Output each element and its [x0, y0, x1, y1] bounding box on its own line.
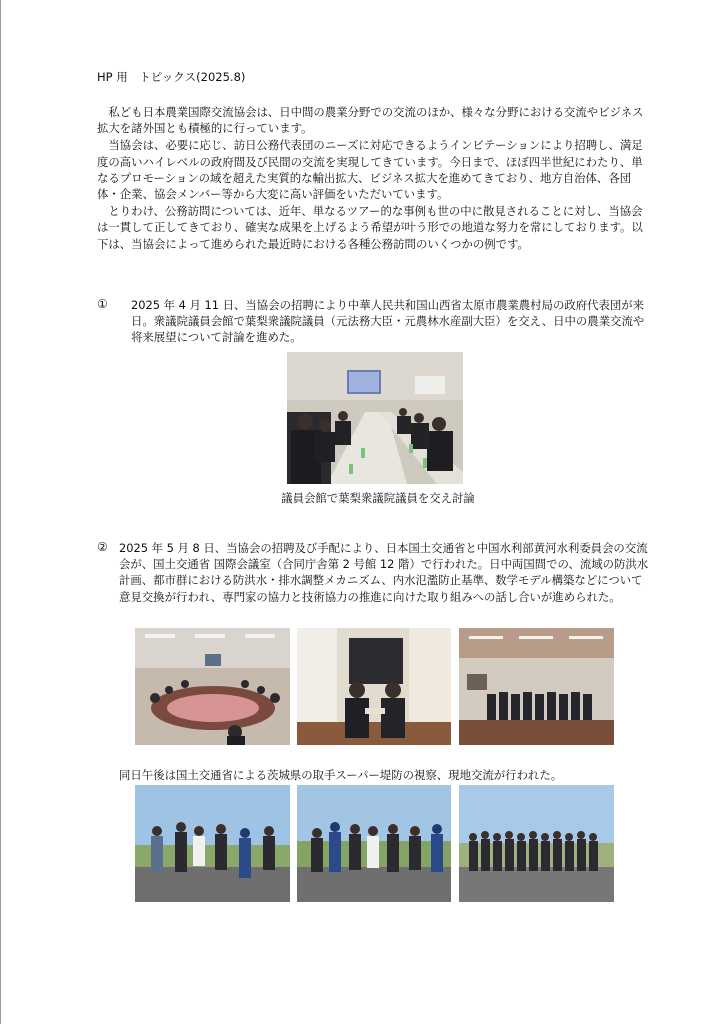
group-photo-indoor: [459, 628, 614, 745]
photo-caption: 同日午後は国土交通省による茨城県の取手スーパー堤防の視察、現地交流が行われた。: [119, 768, 563, 782]
section-text: 2025 年 4 月 11 日、当協会の招聘により中華人民共和国山西省太原市農業農村局の政府代表団が来日。衆議院議員会館で葉梨衆議院議員（元法務大臣・元農林水産副大臣）を交え、日中の農業交流や将来展望について討論を進めた。: [131, 298, 645, 345]
meeting-photo: [287, 352, 463, 484]
intro-text: [97, 104, 653, 253]
intro-paragraph: とりわけ、公務訪問については、近年、単なるツアー的な事例も世の中に散見されることに対し、当協会は一貫して正してきており、確実な成果を上げるよう希望が叶う形での地道な努力を常にしております。以下は、当協会によって進められた最近時における各種公務訪問のいくつかの例です。: [97, 204, 643, 251]
intro-paragraph: 私ども日本農業国際交流協会は、日中間の農業分野での交流のほか、様々な分野における交流やビジネス拡大を諸外国とも積極的に行っています。: [97, 105, 644, 136]
intro-paragraph: 当協会は、必要に応じ、訪日公務代表団のニーズに対応できるようインビテーションにより招聘し、満足度の高いハイレベルの政府間及び民間の交流を実現してきています。今日まで、ほぼ四半世紀にわたり、単なるプロモーションの域を超えた実質的な輸出拡大、ビジネス拡大を進めてきており、地方自治体、各団体・企業、協会メンバー等から大変に高い評価をいただいています。: [97, 138, 643, 202]
photo-caption: 議員会館で葉梨衆議院議員を交え討論: [281, 491, 475, 505]
section-number: ②: [97, 540, 108, 554]
conference-room-photo: [135, 628, 290, 745]
section-text: 2025 年 5 月 8 日、当協会の招聘及び手配により、日本国土交通省と中国水利部黄河水利委員会の交流会が、国土交通省 国際会議室（合同庁舎第 2 号館 12 階）で行われた。日中両国間での、流域の防洪水計画、都市群における防洪水・排水調整メカニズム、内水氾濫防止基準、数学モデル構築などについて意見交換が行われ、専門家の協力と技術協力の推進に向けた取り組みへの話し合いが進められた。: [119, 541, 649, 604]
handshake-photo: [297, 628, 451, 745]
page-title: HP 用 トピックス(2025.8): [97, 70, 246, 84]
section-number: ①: [97, 297, 108, 311]
site-visit-photo: [135, 785, 290, 902]
group-photo-outdoor: [459, 785, 614, 902]
site-visit-photo: [297, 785, 451, 902]
